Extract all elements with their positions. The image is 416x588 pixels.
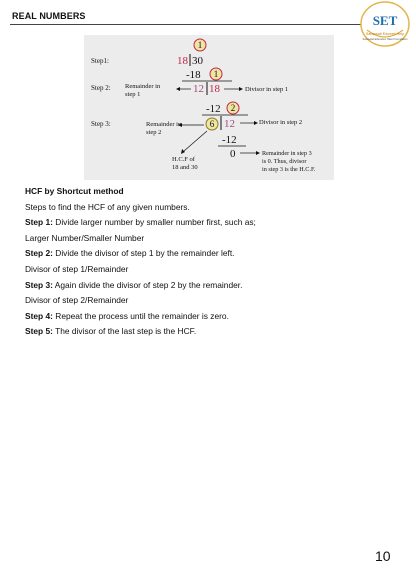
- hcf-label-1: H.C.F of: [172, 156, 195, 163]
- divisor-step1-label: Divisor in step 1: [245, 86, 289, 93]
- arrowhead-remainder-1: [176, 87, 180, 91]
- step-2: Step 2: Divide the divisor of step 1 by the remainder left.: [25, 248, 235, 259]
- figure-step3-label: Step 3:: [91, 120, 111, 128]
- remainder-step2-label-2: step 2: [146, 129, 162, 136]
- quotient-2: 1: [213, 69, 219, 79]
- arrow-hcf: [184, 131, 207, 151]
- svg-text:Saraswati Education Talent Fou: Saraswati Education Talent Foundation: [362, 38, 408, 41]
- arrowhead-zero: [256, 151, 260, 155]
- page-number: 10: [375, 548, 391, 564]
- section-heading: HCF by Shortcut method: [25, 186, 124, 196]
- svg-text:SET: SET: [372, 13, 398, 28]
- step-4: Step 4: Repeat the process until the remainder is zero.: [25, 310, 229, 321]
- quotient-1: 1: [197, 40, 203, 50]
- hcf-division-figure: [84, 35, 334, 180]
- dividend-2: 18: [209, 83, 220, 95]
- step-5: Step 5: The divisor of the last step is the HCF.: [25, 326, 197, 337]
- arrowhead-hcf: [181, 149, 185, 154]
- step-3: Step 3: Again divide the divisor of step 2 by the remainder.: [25, 279, 243, 290]
- dividend-3: 12: [224, 118, 235, 130]
- hcf-steps: [25, 184, 395, 340]
- remainder-step3-label-1: Remainder in step 3: [262, 150, 312, 157]
- step-1: Step 1: Divide larger number by smaller number first, such as;: [25, 217, 256, 228]
- divisor-step2-label: Divisor in step 2: [259, 119, 303, 126]
- subtract-3: -12: [222, 134, 237, 146]
- subtract-1: -18: [186, 69, 201, 81]
- figure-step1-label: Step1:: [91, 57, 109, 65]
- hcf-label-2: 18 and 30: [172, 164, 198, 171]
- header-rule: [10, 24, 366, 25]
- step-2-detail: Divisor of step 1/Remainder: [25, 263, 129, 274]
- remainder-step3-label-3: in step 3 is the H.C.F.: [262, 166, 316, 173]
- subtract-2: -12: [206, 103, 221, 115]
- quotient-3: 2: [230, 103, 236, 113]
- final-remainder-zero: 0: [230, 148, 236, 160]
- step-3-detail: Divisor of step 2/Remainder: [25, 295, 129, 306]
- intro-text: Steps to find the HCF of any given numbers.: [25, 201, 190, 212]
- remainder-step1-label-1: Remainder in: [125, 83, 161, 90]
- remainder-step2-label-1: Remainder in: [146, 121, 182, 128]
- remainder-2: 6: [209, 119, 215, 129]
- figure-step2-label: Step 2:: [91, 84, 111, 92]
- arrowhead-divisor-1: [239, 87, 243, 91]
- dividend-1: 30: [192, 55, 203, 67]
- remainder-1: 12: [193, 83, 204, 95]
- step-1-detail: Larger Number/Smaller Number: [25, 232, 145, 243]
- svg-text:Saraswati Eduweb Help: Saraswati Eduweb Help: [365, 32, 405, 36]
- remainder-step1-label-2: step 1: [125, 91, 141, 98]
- divisor-1: 18: [177, 55, 188, 67]
- header-title: REAL NUMBERS: [12, 11, 86, 21]
- remainder-step3-label-2: is 0. Thus, divisor: [262, 158, 307, 165]
- arrowhead-divisor-2: [254, 121, 258, 125]
- logo: [357, 0, 413, 50]
